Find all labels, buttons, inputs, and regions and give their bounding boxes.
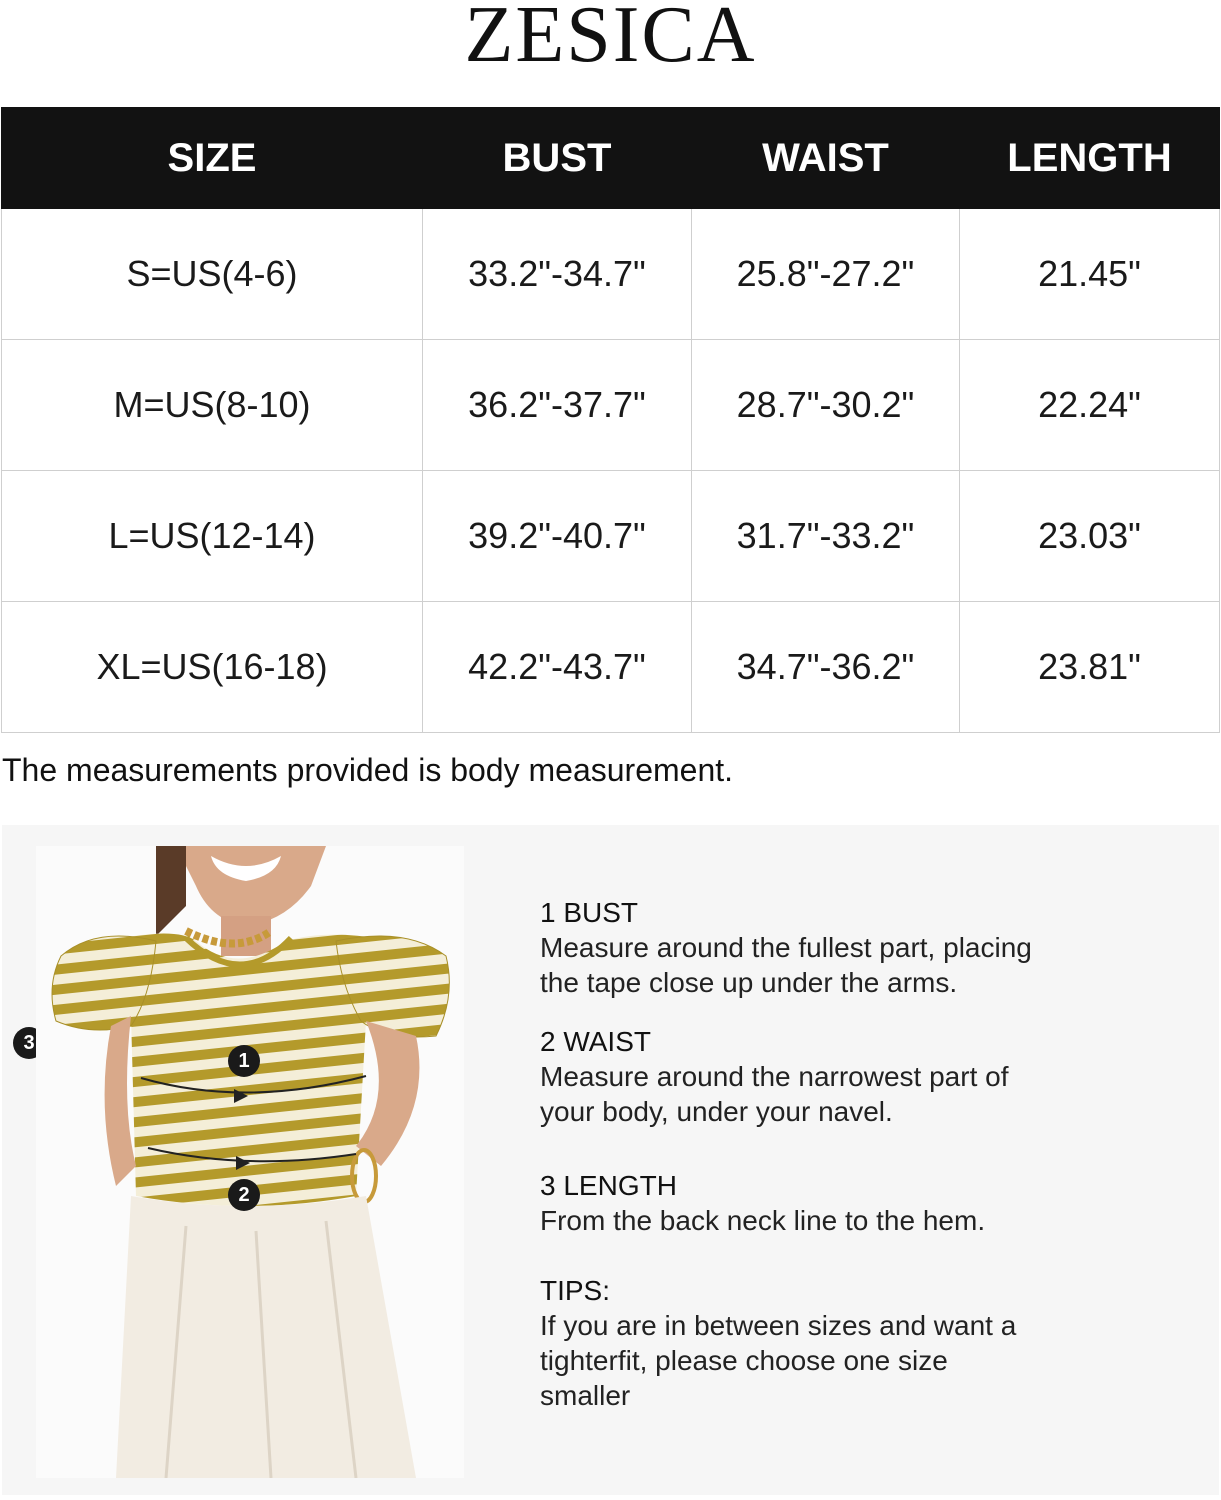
brand-logo: ZESICA [464, 0, 757, 79]
cell-waist: 28.7"-30.2" [692, 340, 960, 471]
cell-length: 23.81" [960, 602, 1220, 733]
length-text-line1: From the back neck line to the hem. [540, 1205, 986, 1236]
cell-bust: 42.2"-43.7" [423, 602, 692, 733]
tips-title: TIPS: [540, 1275, 611, 1306]
tips-section [540, 1273, 1016, 1413]
table-row [2, 340, 1220, 471]
bust-text-line1: Measure around the fullest part, placing [540, 932, 1032, 963]
header-bust: BUST [423, 108, 692, 209]
cell-length: 21.45" [960, 209, 1220, 340]
waist-text-line2: your body, under your navel. [540, 1096, 893, 1127]
marker-1-badge: 1 [228, 1045, 260, 1077]
table-row [2, 209, 1220, 340]
cell-bust: 33.2"-34.7" [423, 209, 692, 340]
length-title: 3 LENGTH [540, 1170, 677, 1201]
cell-bust: 39.2"-40.7" [423, 471, 692, 602]
tips-text-line3: smaller [540, 1380, 631, 1411]
tips-text-line2: tighterfit, please choose one size [540, 1345, 948, 1376]
bust-text-line2: the tape close up under the arms. [540, 967, 958, 998]
waist-text-line1: Measure around the narrowest part of [540, 1061, 1009, 1092]
cell-length: 23.03" [960, 471, 1220, 602]
marker-2-badge: 2 [228, 1179, 260, 1211]
cell-size: S=US(4-6) [2, 209, 423, 340]
table-row [2, 602, 1220, 733]
header-length: LENGTH [960, 108, 1220, 209]
cell-length: 22.24" [960, 340, 1220, 471]
cell-bust: 36.2"-37.7" [423, 340, 692, 471]
marker-3-badge: 3 [13, 1027, 45, 1059]
cell-waist: 31.7"-33.2" [692, 471, 960, 602]
cell-waist: 34.7"-36.2" [692, 602, 960, 733]
cell-size: L=US(12-14) [2, 471, 423, 602]
bust-title: 1 BUST [540, 897, 639, 928]
header-size: SIZE [2, 108, 423, 209]
model-illustration [36, 846, 464, 1478]
cell-size: XL=US(16-18) [2, 602, 423, 733]
header-waist: WAIST [692, 108, 960, 209]
waist-title: 2 WAIST [540, 1026, 651, 1057]
model-photo [36, 846, 464, 1478]
cell-size: M=US(8-10) [2, 340, 423, 471]
table-row [2, 471, 1220, 602]
measurement-note: The measurements provided is body measurement. [2, 752, 734, 788]
table-header-row [2, 108, 1220, 209]
length-instructions [540, 1168, 985, 1238]
tips-text-line1: If you are in between sizes and want a [540, 1310, 1017, 1341]
measurement-guide-panel [2, 825, 1219, 1495]
waist-instructions [540, 1024, 1008, 1129]
size-chart-table [1, 107, 1220, 733]
cell-waist: 25.8"-27.2" [692, 209, 960, 340]
bust-instructions [540, 895, 1032, 1000]
